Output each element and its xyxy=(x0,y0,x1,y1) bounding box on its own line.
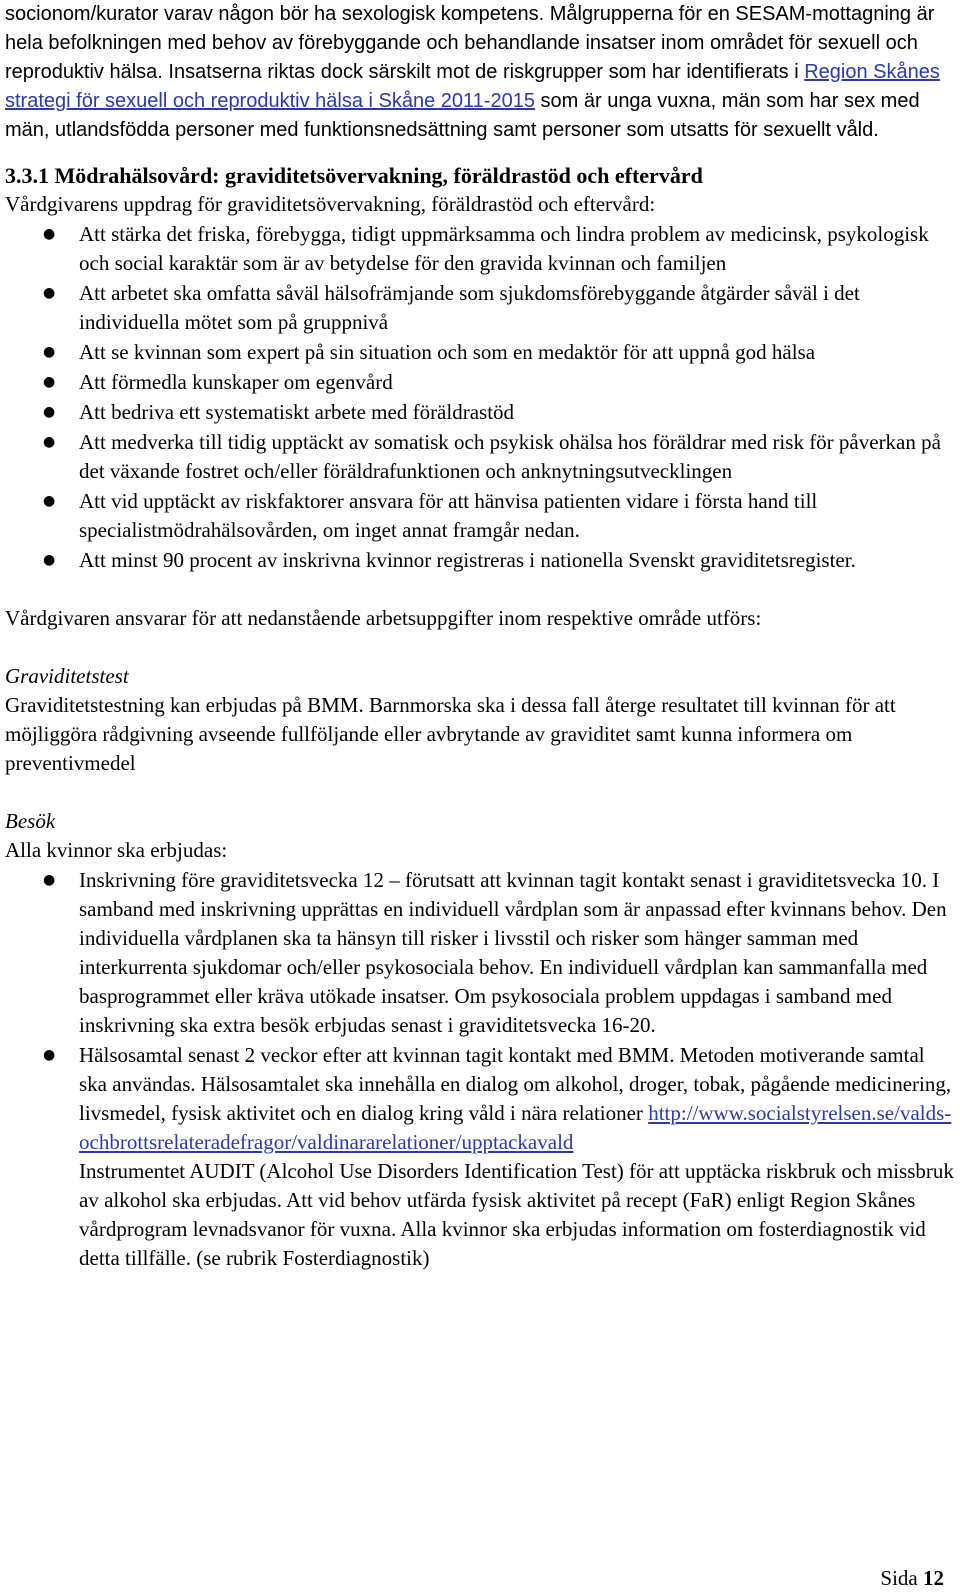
list-item-text: Att vid upptäckt av riskfaktorer ansvara för att hänvisa patienten vidare i första hand till specialistmödrahälsovården, om inget annat framgår nedan. xyxy=(79,489,818,542)
spacer xyxy=(5,778,955,807)
responsibility-paragraph: Vårdgivaren ansvarar för att nedanstående arbetsuppgifter inom respektive område utförs: xyxy=(5,606,762,630)
bullet-icon: ● xyxy=(43,404,56,420)
bullet-icon: ● xyxy=(43,1047,56,1063)
list-item xyxy=(5,487,955,545)
list-item xyxy=(5,368,955,397)
bullet-icon: ● xyxy=(43,552,56,568)
list-item xyxy=(5,279,955,337)
list-item xyxy=(5,398,955,427)
bullet-icon: ● xyxy=(43,374,56,390)
intro-text-1: socionom/kurator varav någon bör ha sexologisk kompetens. Målgrupperna för en SESAM-mottagning är hela befolkningen med behov av förebyggande och behandlande insatser inom området för sexuell och reproduktiv hälsa. Insatserna riktas dock särskilt mot de riskgrupper som har identifierats i xyxy=(5,3,935,83)
list-item-text: Att förmedla kunskaper om egenvård xyxy=(79,370,393,394)
list-item xyxy=(5,1041,955,1273)
list-item-text: Att se kvinnan som expert på sin situation och som en medaktör för att uppnå god hälsa xyxy=(79,340,816,364)
list-item-text: Att arbetet ska omfatta såväl hälsofrämjande som sjukdomsförebyggande åtgärder såväl i det individuella mötet som på gruppnivå xyxy=(79,281,860,334)
bullet-icon: ● xyxy=(43,344,56,360)
section-heading: 3.3.1 Mödrahälsovård: graviditetsövervakning, föräldrastöd och eftervård xyxy=(5,163,703,188)
list-item-text: Att stärka det friska, förebygga, tidigt uppmärksamma och lindra problem av medicinsk, psykologisk och social karaktär som är av betydelse för den gravida kvinnan och familjen xyxy=(79,222,929,275)
document-page xyxy=(5,0,955,1273)
strategy-link[interactable]: Region Skånes strategi för sexuell och reproduktiv hälsa i Skåne 2011-2015 xyxy=(5,61,940,112)
pregnancy-test-body: Graviditetstestning kan erbjudas på BMM. Barnmorska ska i dessa fall återge resultatet till kvinnan för att möjliggöra rådgivning avseende fullföljande eller avbrytande av graviditet samt kunna informera om preventivmedel xyxy=(5,693,896,775)
bullet-icon: ● xyxy=(43,285,56,301)
intro-paragraph xyxy=(5,0,955,145)
list-item-text: Inskrivning före graviditetsvecka 12 – förutsatt att kvinnan tagit kontakt senast i graviditetsvecka 10. I samband med inskrivning upprättas en individuell vårdplan som är anpassad efter kvinnans behov. Den individuella vårdplanen ska ta hänsyn till risker i livsstil och risker som hänger samman med interkurrenta sjukdomar och/eller psykosociala behov. En individuell vårdplan kan sammanfalla med basprogrammet eller kräva utökade insatser. Om psykosociala problem uppdagas i samband med inskrivning ska extra besök erbjudas senast i graviditetsvecka 16-20. xyxy=(79,868,947,1037)
bullet-icon: ● xyxy=(43,872,56,888)
list-item-text: Att medverka till tidig upptäckt av somatisk och psykisk ohälsa hos föräldrar med risk för påverkan på det växande fostret och/eller föräldrafunktionen och anknytningsutvecklingen xyxy=(79,430,941,483)
spacer xyxy=(5,575,955,604)
visits-lead: Alla kvinnor ska erbjudas: xyxy=(5,838,228,862)
pregnancy-test-title: Graviditetstest xyxy=(5,664,129,688)
bullet-icon: ● xyxy=(43,226,56,242)
visits-title: Besök xyxy=(5,809,56,833)
list-item xyxy=(5,428,955,486)
list-item xyxy=(5,220,955,278)
footer-label: Sida xyxy=(880,1566,918,1590)
list-item xyxy=(5,866,955,1040)
page-footer xyxy=(880,1566,944,1591)
spacer xyxy=(5,633,955,662)
list-item-text: Att minst 90 procent av inskrivna kvinnor registreras i nationella Svenskt graviditetsregister. xyxy=(79,548,856,572)
list-item xyxy=(5,338,955,367)
list-item-text: Att bedriva ett systematiskt arbete med föräldrastöd xyxy=(79,400,515,424)
visits-list xyxy=(5,866,955,1273)
bullet-icon: ● xyxy=(43,434,56,450)
socialstyrelsen-link[interactable]: http://www.socialstyrelsen.se/valds-ochbrottsrelateradefragor/valdinararelationer/upptackavald xyxy=(79,1101,952,1154)
section-lead: Vårdgivarens uppdrag för graviditetsövervakning, föräldrastöd och eftervård: xyxy=(5,192,656,216)
intro-text-2: som är unga vuxna, män som har sex med män, utlandsfödda personer med funktionsnedsättning samt personer som utsatts för sexuellt våld. xyxy=(5,90,920,141)
list-item-text: Hälsosamtal senast 2 veckor efter att kvinnan tagit kontakt med BMM. Metoden motiverande samtal ska användas. Hälsosamtalet ska innehålla en dialog om alkohol, droger, tobak, pågående medicinering, livsmedel, fysisk aktivitet och en dialog kring våld i nära relationer xyxy=(79,1043,952,1125)
list-item xyxy=(5,546,955,575)
list-item-extra-text: Instrumentet AUDIT (Alcohol Use Disorders Identification Test) för att upptäcka riskbruk och missbruk av alkohol ska erbjudas. Att vid behov utfärda fysisk aktivitet på recept (FaR) enligt Region Skånes vårdprogram levnadsvanor för vuxna. Alla kvinnor ska erbjudas information om fosterdiagnostik vid detta tillfälle. (se rubrik Fosterdiagnostik) xyxy=(79,1159,954,1270)
page-number: 12 xyxy=(923,1566,944,1590)
bullet-icon: ● xyxy=(43,493,56,509)
assignment-list xyxy=(5,220,955,575)
